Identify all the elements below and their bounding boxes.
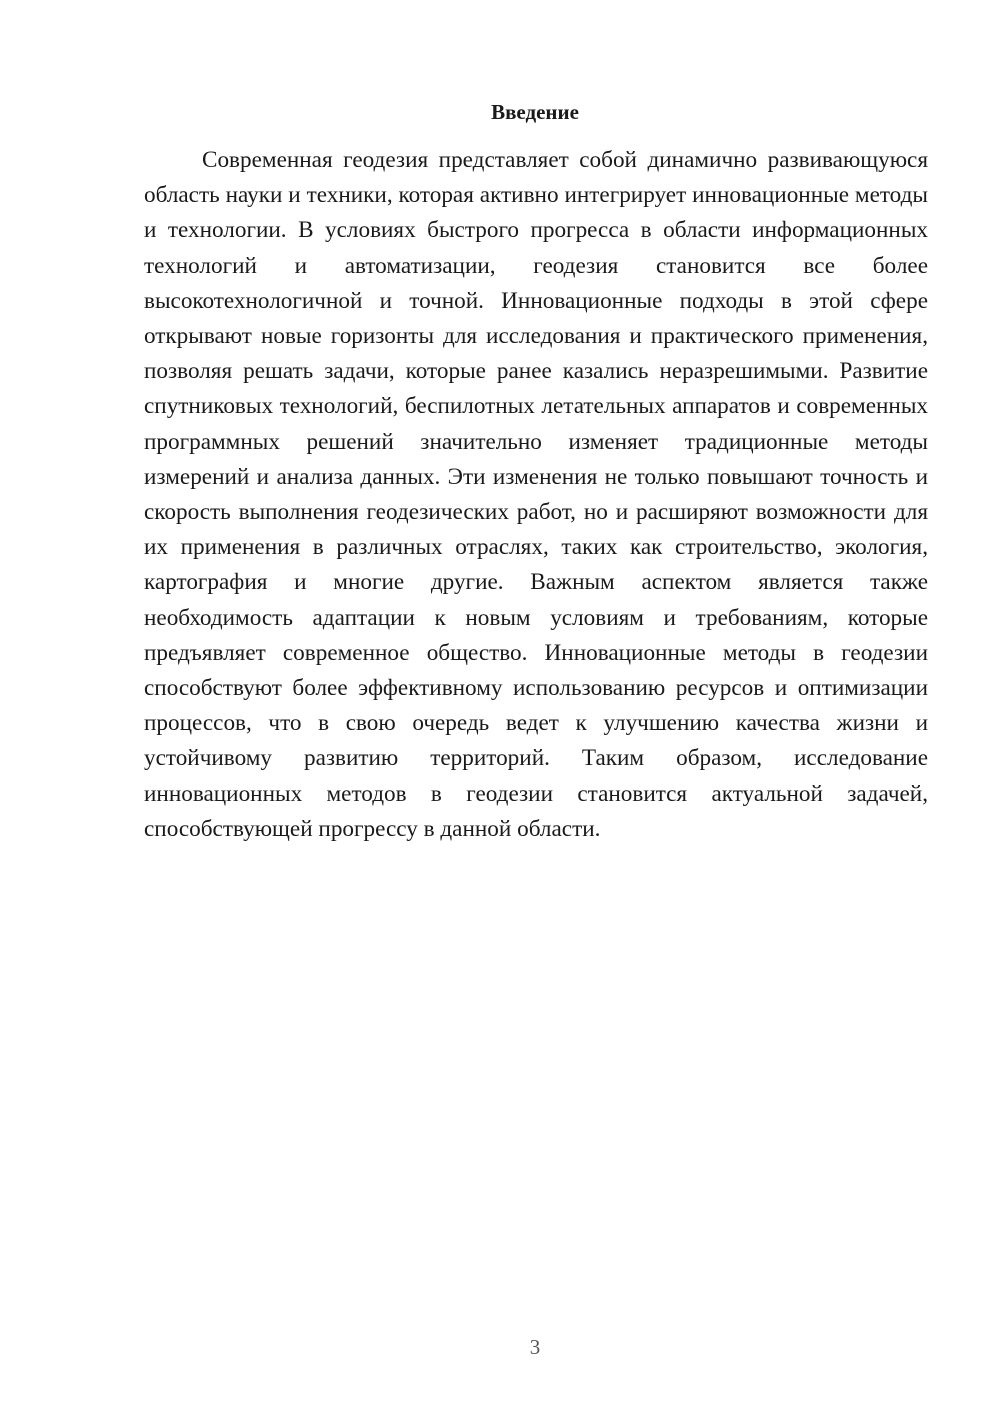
section-heading: Введение <box>491 100 579 124</box>
body-paragraph: Современная геодезия представляет собой динамично развивающуюся область науки и техники, которая активно интегрирует инновационные методы и технологии. В условиях быстрого прогресса в области информационных технологий и автоматизации, геодезия становится все более высокотехнологичной и точной. Инновационные подходы в этой сфере открывают новые горизонты для исследования и практического применения, позволяя решать задачи, которые ранее казались неразрешимыми. Развитие спутниковых технологий, беспилотных летательных аппаратов и современных программных решений значительно изменяет традиционные методы измерений и анализа данных. Эти изменения не только повышают точность и скорость выполнения геодезических работ, но и расширяют возможности для их применения в различных отраслях, таких как строительство, экология, картография и многие другие. Важным аспектом является также необходимость адаптации к новым условиям и требованиям, которые предъявляет современное общество. Инновационные методы в геодезии способствуют более эффективному использованию ресурсов и оптимизации процессов, что в свою очередь ведет к улучшению качества жизни и устойчивому развитию территорий. Таким образом, исследование инновационных методов в геодезии становится актуальной задачей, способствующей прогрессу в данной области. <box>144 147 928 842</box>
page-number: 3 <box>529 1335 541 1359</box>
